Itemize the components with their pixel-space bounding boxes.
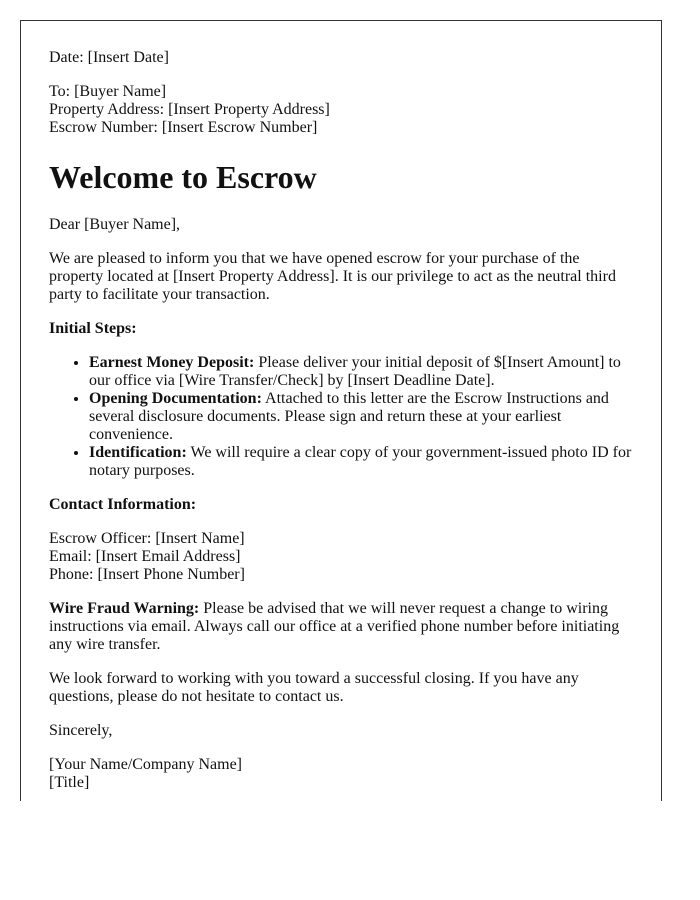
warning-text: Please be advised that we will never request a change to wiring instructions via email. Always call our office at a verified phone number before initiating any wire transfer. xyxy=(49,600,620,653)
contact-info xyxy=(49,530,633,584)
letter-header-date xyxy=(49,49,633,67)
signature xyxy=(49,756,633,792)
escrow-number-line: Escrow Number: [Insert Escrow Number] xyxy=(49,119,318,136)
letter xyxy=(20,20,662,801)
list-item xyxy=(89,444,633,480)
step-label: Earnest Money Deposit: xyxy=(89,354,255,371)
page-title: Welcome to Escrow xyxy=(49,159,317,195)
contact-email: Email: [Insert Email Address] xyxy=(49,548,241,565)
wire-fraud-warning xyxy=(49,600,633,654)
letter-header-recipient xyxy=(49,83,633,137)
step-text: Attached to this letter are the Escrow Instructions and several disclosure documents. Please sign and return these at your earliest convenience. xyxy=(89,390,609,443)
signature-name: [Your Name/Company Name] xyxy=(49,756,243,773)
contact-officer: Escrow Officer: [Insert Name] xyxy=(49,530,245,547)
step-label: Opening Documentation: xyxy=(89,390,262,407)
intro-paragraph: We are pleased to inform you that we have opened escrow for your purchase of the property located at [Insert Property Address]. It is our privilege to act as the neutral third party to facilitate your transaction. xyxy=(49,250,616,303)
steps-list xyxy=(49,354,633,480)
step-label: Identification: xyxy=(89,444,187,461)
closing-paragraph: We look forward to working with you toward a successful closing. If you have any questions, please do not hesitate to contact us. xyxy=(49,670,579,705)
salutation: Dear [Buyer Name], xyxy=(49,216,181,233)
signoff: Sincerely, xyxy=(49,722,113,739)
list-item xyxy=(89,354,633,390)
warning-label: Wire Fraud Warning: xyxy=(49,600,200,617)
list-item xyxy=(89,390,633,444)
step-text: Please deliver your initial deposit of $[Insert Amount] to our office via [Wire Transfer/Check] by [Insert Deadline Date]. xyxy=(89,354,621,389)
contact-phone: Phone: [Insert Phone Number] xyxy=(49,566,245,583)
contact-heading: Contact Information: xyxy=(49,496,197,513)
property-line: Property Address: [Insert Property Address] xyxy=(49,101,330,118)
steps-heading: Initial Steps: xyxy=(49,320,137,337)
date-line: Date: [Insert Date] xyxy=(49,49,169,66)
to-line: To: [Buyer Name] xyxy=(49,83,167,100)
signature-title: [Title] xyxy=(49,774,90,791)
step-text: We will require a clear copy of your government-issued photo ID for notary purposes. xyxy=(89,444,632,479)
